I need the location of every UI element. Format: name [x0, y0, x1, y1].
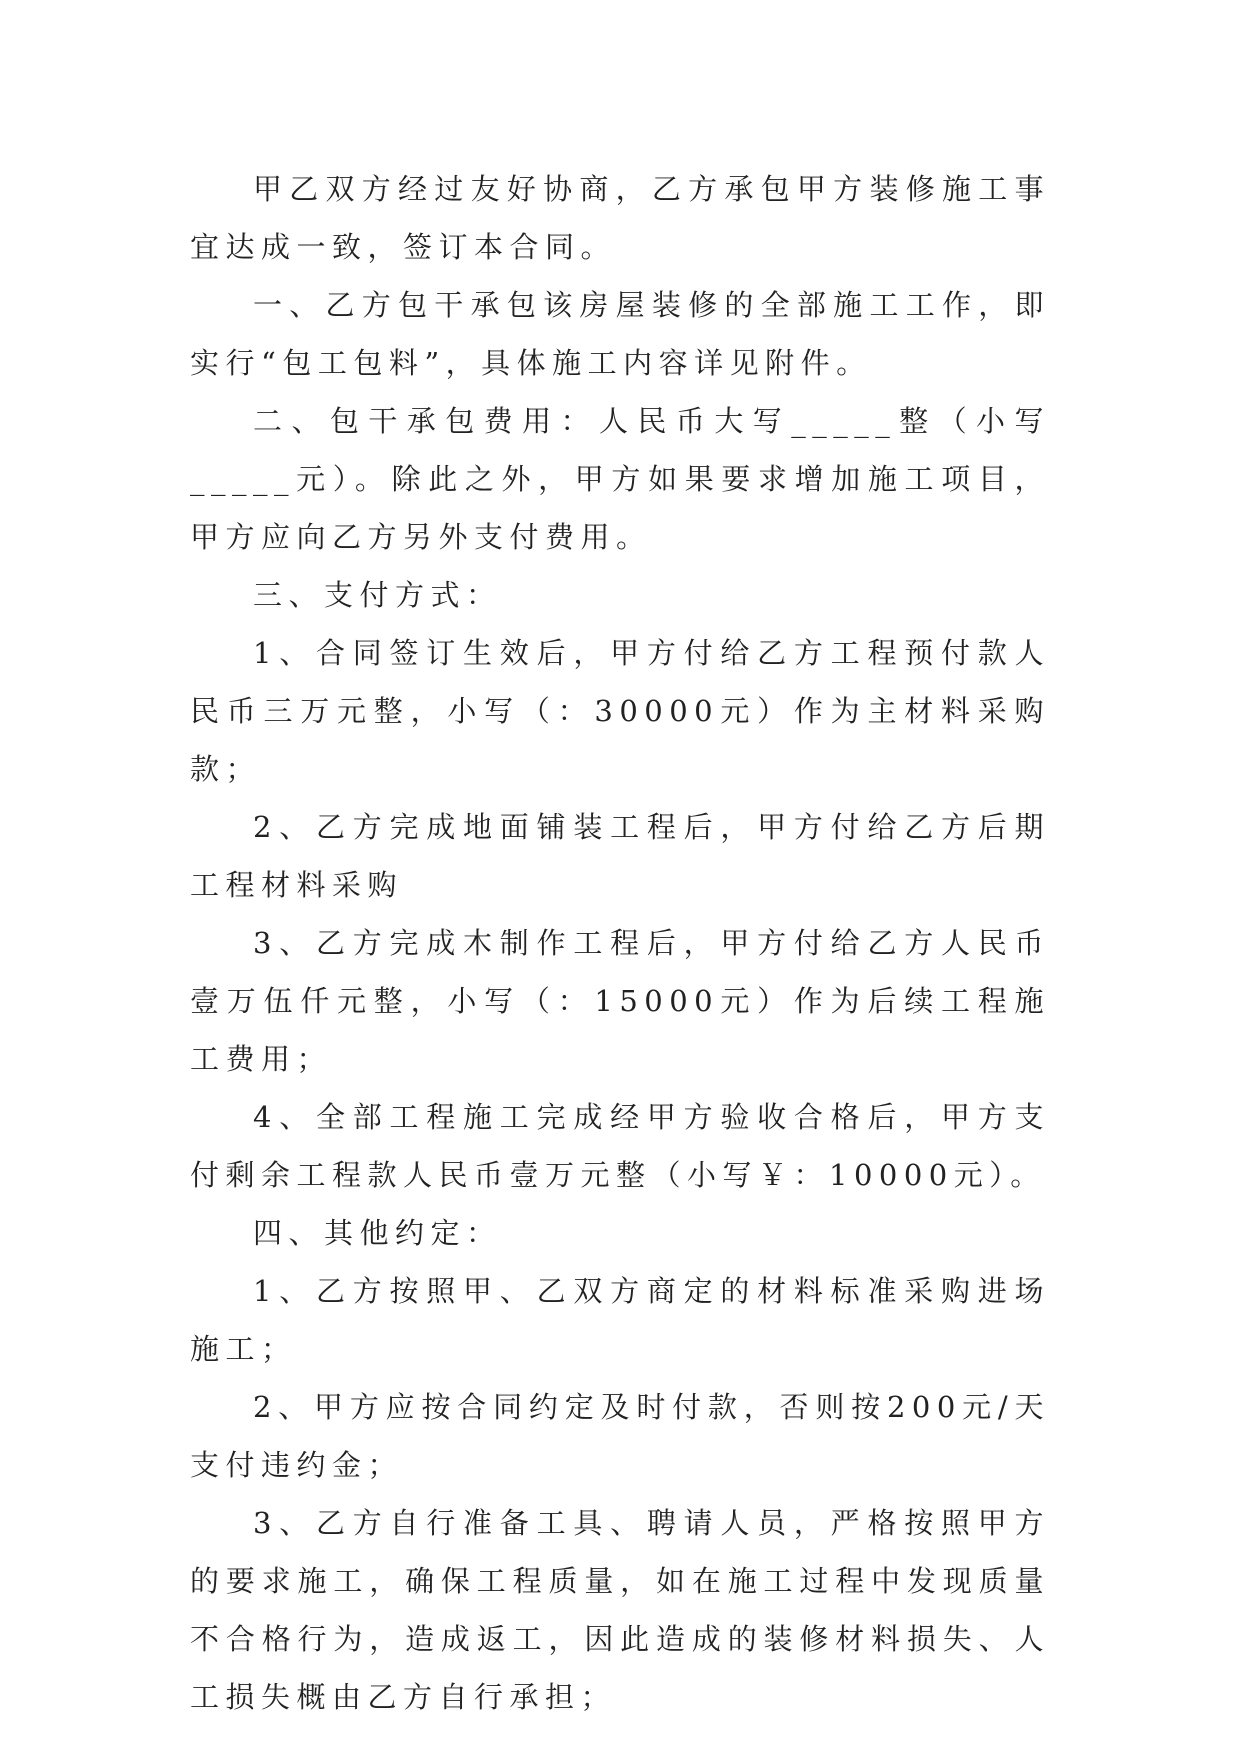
paragraph-payment-4: 4、全部工程施工完成经甲方验收合格后，甲方支付剩余工程款人民币壹万元整（小写￥：10000元）。: [190, 1100, 1050, 1192]
document-body: [190, 160, 1050, 1726]
paragraph-other-2: 2、甲方应按合同约定及时付款，否则按200元/天支付违约金；: [190, 1390, 1050, 1482]
paragraph-payment-1: 1、合同签订生效后，甲方付给乙方工程预付款人民币三万元整，小写（：30000元）作为主材料采购款；: [190, 636, 1050, 786]
paragraph-payment-2: 2、乙方完成地面铺装工程后，甲方付给乙方后期工程材料采购: [190, 810, 1050, 902]
paragraph-other-1: 1、乙方按照甲、乙双方商定的材料标准采购进场施工；: [190, 1274, 1050, 1366]
paragraph-clause-4-heading: 四、其他约定：: [253, 1216, 502, 1250]
paragraph-payment-3: 3、乙方完成木制作工程后，甲方付给乙方人民币壹万伍仟元整，小写（：15000元）作为后续工程施工费用；: [190, 926, 1050, 1076]
paragraph-intro: 甲乙双方经过友好协商，乙方承包甲方装修施工事宜达成一致，签订本合同。: [190, 172, 1050, 264]
paragraph-clause-2: 二、包干承包费用：人民币大写_____整（小写_____元）。除此之外，甲方如果要求增加施工项目，甲方应向乙方另外支付费用。: [190, 404, 1050, 554]
paragraph-other-3: 3、乙方自行准备工具、聘请人员，严格按照甲方的要求施工，确保工程质量，如在施工过程中发现质量不合格行为，造成返工，因此造成的装修材料损失、人工损失概由乙方自行承担；: [190, 1506, 1050, 1714]
paragraph-clause-1: 一、乙方包干承包该房屋装修的全部施工工作，即实行“包工包料”，具体施工内容详见附件。: [190, 288, 1050, 380]
paragraph-clause-3-heading: 三、支付方式：: [253, 578, 502, 612]
